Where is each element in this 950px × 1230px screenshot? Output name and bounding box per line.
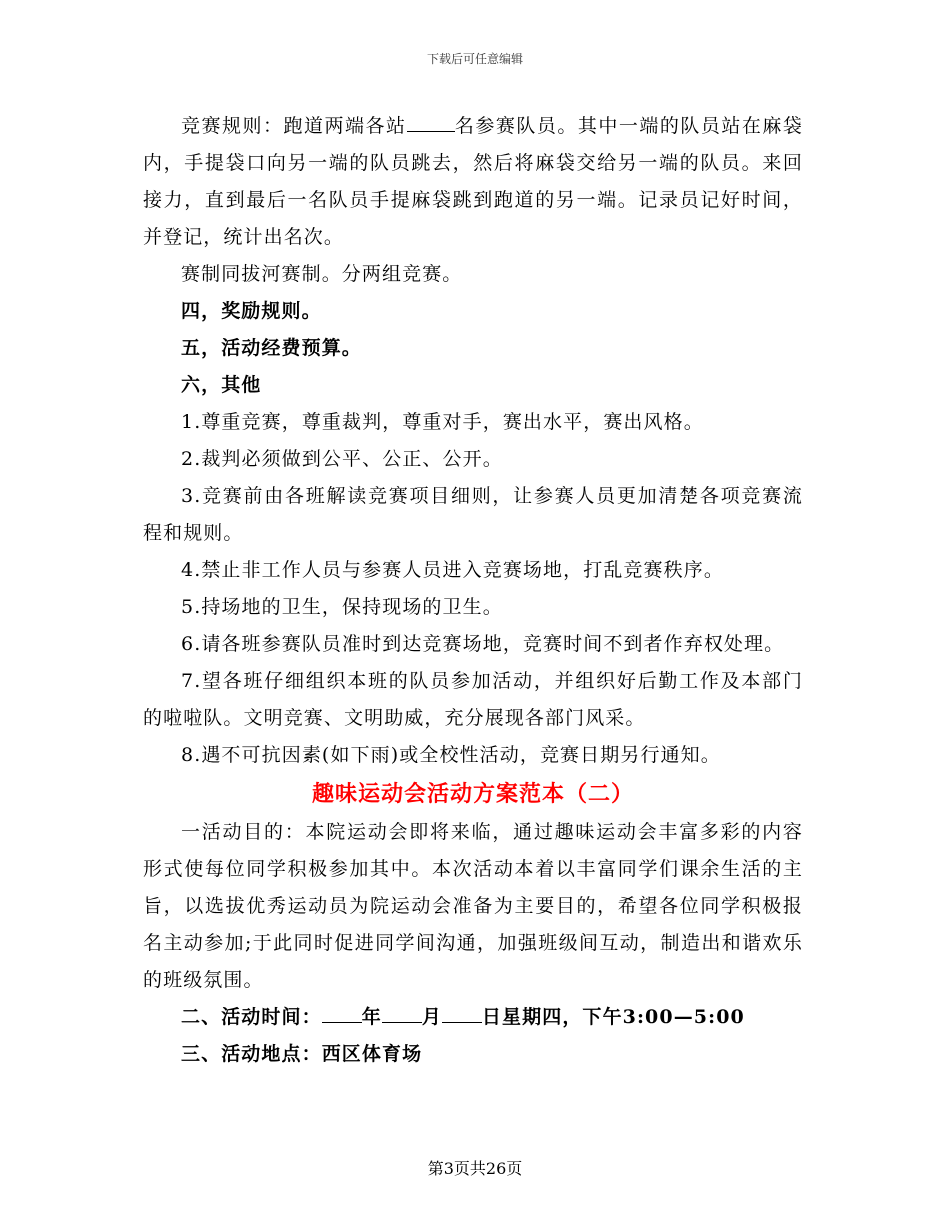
day-blank — [442, 1004, 482, 1023]
purpose-paragraph: 一活动目的：本院运动会即将来临，通过趣味运动会丰富多彩的内容形式使每位同学积极参加其中。本次活动本着以丰富同学们课余生活的主旨，以选拔优秀运动员为院运动会准备为主要目的，希望各位同学积极报名主动参加;于此同时促进同学间沟通，加强班级间互动，制造出和谐欢乐的班级氛围。 — [143, 821, 803, 991]
rules-text-start: 竞赛规则：跑道两端各站 — [181, 115, 407, 137]
heading-rewards: 四，奖励规则。 — [181, 300, 322, 322]
rules-text-rest: 名参赛队员。其中一端的队员站在麻袋内，手提袋口向另一端的队员跳去，然后将麻袋交给另一端的队员。来回接力，直到最后一名队员手提麻袋跳到跑道的另一端。记录员记好时间，并登记，统计出名次。 — [143, 115, 803, 248]
section-title: 趣味运动会活动方案范本（二） — [311, 781, 634, 807]
blank-underline — [407, 113, 455, 132]
list-item: 1.尊重竞赛，尊重裁判，尊重对手，赛出水平，赛出风格。 — [181, 411, 704, 433]
format-paragraph: 赛制同拔河赛制。分两组竞赛。 — [181, 263, 463, 285]
year-blank — [322, 1004, 362, 1023]
list-item: 4.禁止非工作人员与参赛人员进入竞赛场地，打乱竞赛秩序。 — [181, 559, 724, 581]
time-label: 二、活动时间： — [181, 1006, 322, 1028]
place-line: 三、活动地点：西区体育场 — [181, 1043, 423, 1065]
heading-other: 六，其他 — [181, 374, 262, 396]
month-blank — [382, 1004, 422, 1023]
competition-rules-paragraph — [143, 108, 803, 256]
list-item: 3.竞赛前由各班解读竞赛项目细则，让参赛人员更加清楚各项竞赛流程和规则。 — [143, 485, 803, 544]
year-text: 年 — [361, 1006, 382, 1028]
time-line — [143, 999, 803, 1036]
list-item: 6.请各班参赛队员准时到达竞赛场地，竞赛时间不到者作弃权处理。 — [181, 633, 785, 655]
time-rest-text: 日星期四，下午3:00—5:00 — [481, 1006, 745, 1028]
list-item: 2.裁判必须做到公平、公正、公开。 — [181, 448, 503, 470]
list-item: 5.持场地的卫生，保持现场的卫生。 — [181, 596, 503, 618]
list-item: 7.望各班仔细组织本班的队员参加活动，并组织好后勤工作及本部门的啦啦队。文明竞赛、文明助威，充分展现各部门风采。 — [143, 670, 803, 729]
heading-budget: 五，活动经费预算。 — [181, 337, 362, 359]
list-item: 8.遇不可抗因素(如下雨)或全校性活动，竞赛日期另行通知。 — [181, 744, 721, 766]
page-header: 下载后可任意编辑 — [426, 52, 523, 66]
page-footer: 第3页共26页 — [427, 1159, 523, 1178]
month-text: 月 — [421, 1006, 442, 1028]
document-body — [143, 108, 803, 1073]
